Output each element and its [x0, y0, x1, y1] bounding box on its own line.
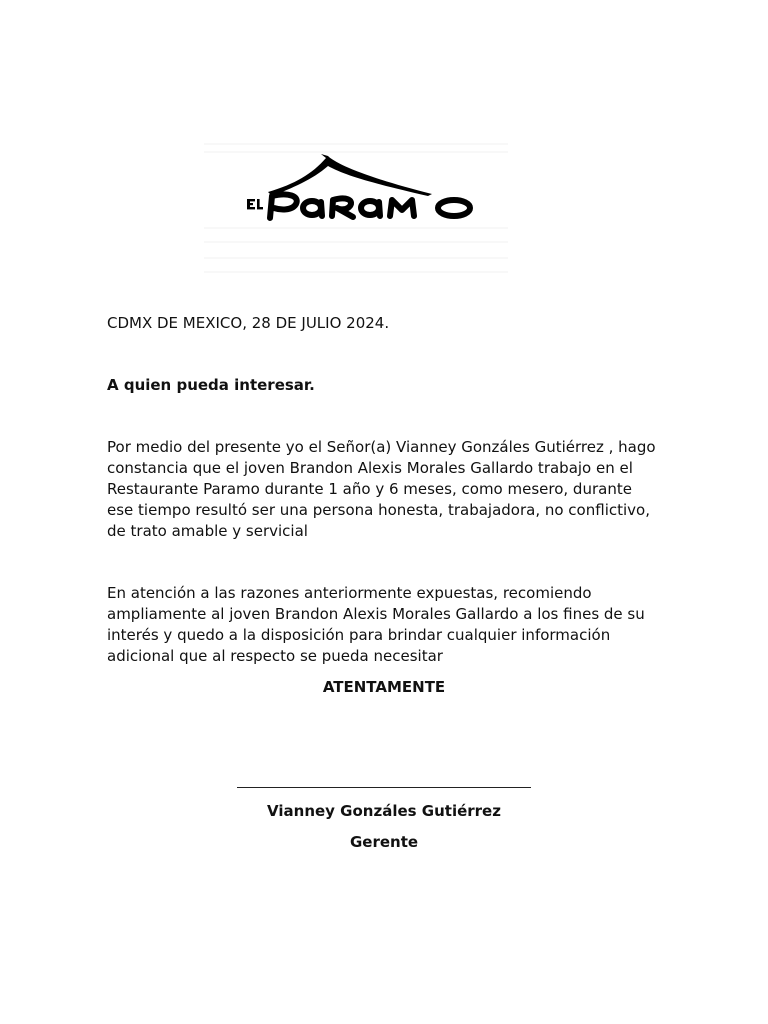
paragraph-line: de trato amable y servicial [107, 522, 308, 540]
paragraph-line: Por medio del presente yo el Señor(a) Vianney Gonzáles Gutiérrez , hago [107, 438, 656, 456]
paragraph-line: ese tiempo resultó ser una persona honesta, trabajadora, no conflictivo, [107, 501, 650, 519]
paragraph-line: constancia que el joven Brandon Alexis Morales Gallardo trabajo en el [107, 459, 633, 477]
closing: ATENTAMENTE [322, 678, 446, 696]
paragraph-line: adicional que al respecto se pueda necesitar [107, 647, 443, 665]
signer-role: Gerente [349, 833, 419, 851]
paragraph-line: Restaurante Paramo durante 1 año y 6 meses, como mesero, durante [107, 480, 632, 498]
body-paragraph-2 [107, 583, 669, 667]
salutation: A quien pueda interesar. [107, 376, 315, 394]
paragraph-line: ampliamente al joven Brandon Alexis Morales Gallardo a los fines de su [107, 605, 645, 623]
paragraph-line: interés y quedo a la disposición para brindar cualquier información [107, 626, 611, 644]
paragraph-line: En atención a las razones anteriormente expuestas, recomiendo [107, 584, 592, 602]
signer-name: Vianney Gonzáles Gutiérrez [267, 802, 501, 820]
restaurant-logo [200, 92, 512, 288]
date-line: CDMX DE MEXICO, 28 DE JULIO 2024. [107, 314, 390, 332]
logo-wordmark [200, 288, 201, 289]
body-paragraph-1 [107, 437, 669, 542]
signature-line [237, 787, 531, 788]
